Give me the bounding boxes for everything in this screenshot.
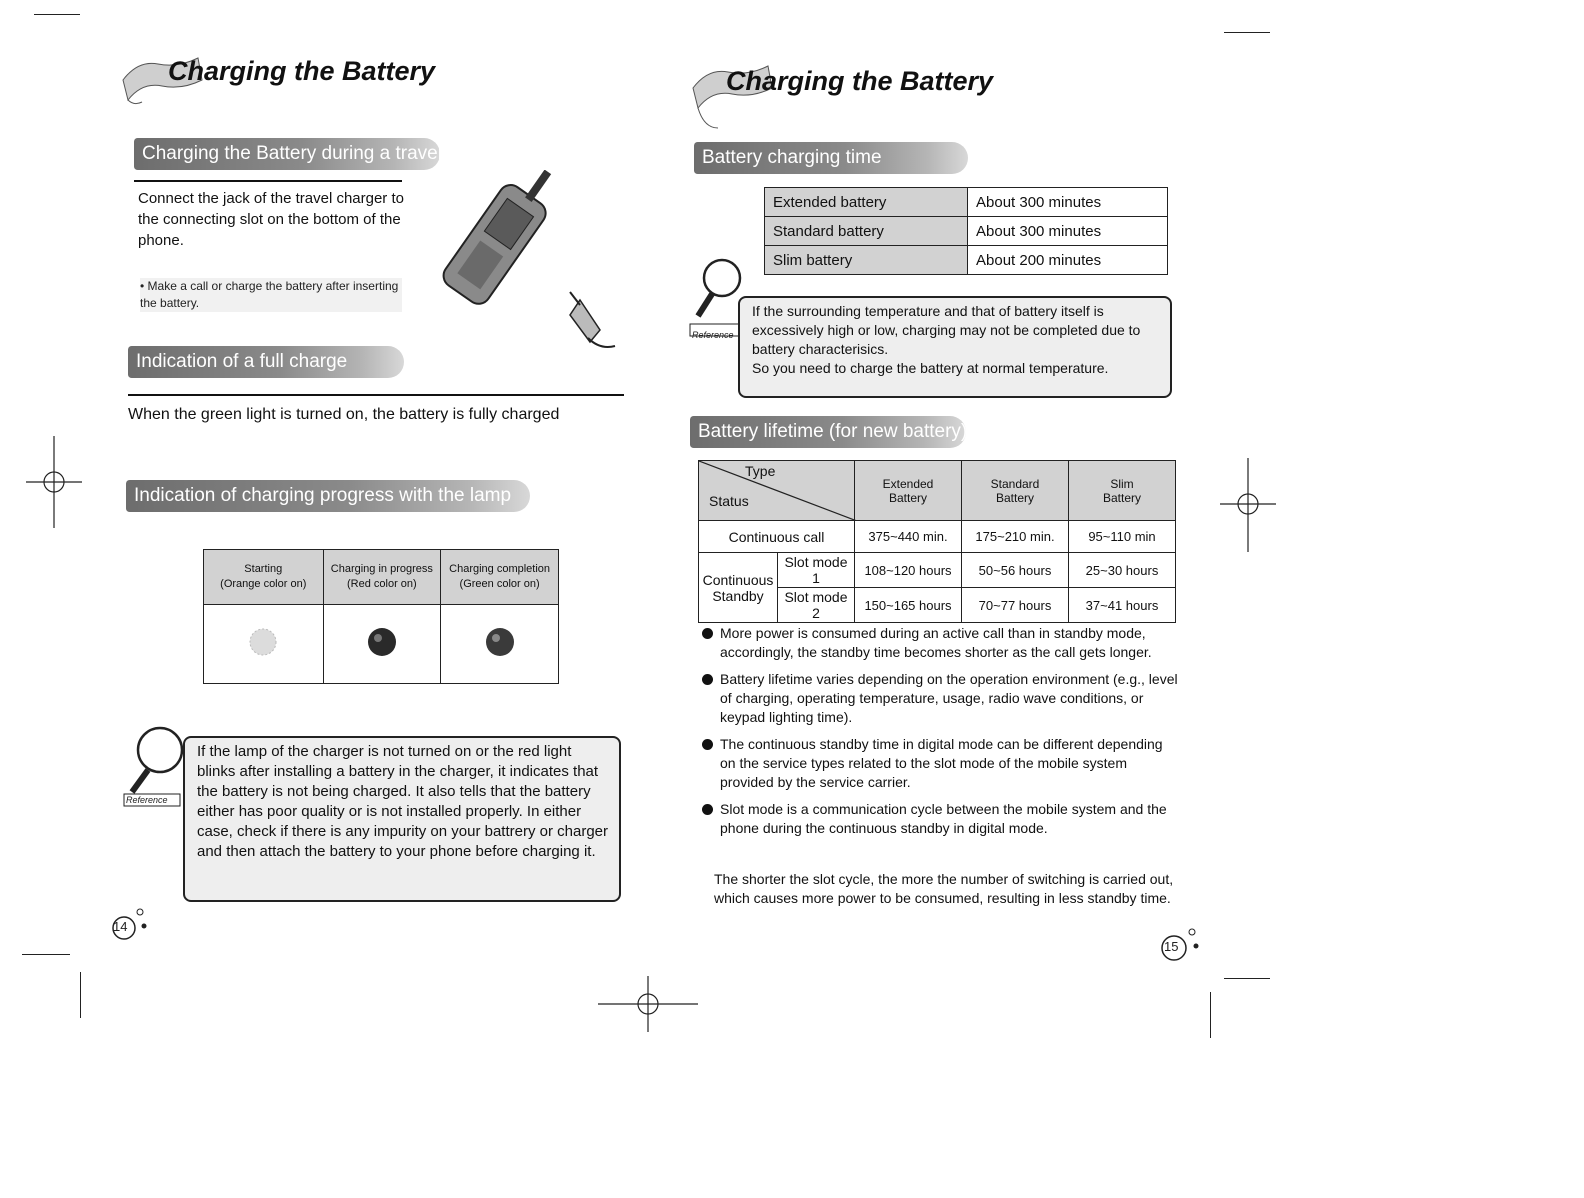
lamp-section-banner: Indication of charging progress with the lamp: [126, 480, 530, 512]
header-status-label: Status: [709, 493, 749, 509]
travel-instructions: Connect the jack of the travel charger to the connecting slot on the bottom of the phone.: [138, 190, 404, 249]
header-line: Battery: [995, 490, 1034, 505]
page-number-ornament-icon: [104, 904, 152, 944]
slot2-extended: 150~165 hours: [855, 588, 962, 623]
lifetime-section-banner: Battery lifetime (for new battery): [690, 416, 966, 448]
left-page-title: Charging the Battery: [168, 56, 436, 86]
lamp-cell: [204, 605, 324, 684]
slot1-slim: 25~30 hours: [1069, 553, 1176, 588]
bullet-text: Battery lifetime varies depending on the operation environment (e.g., level of charging, operating temperature, usage, radio wave conditions, or keypad lighting time).: [720, 671, 1178, 725]
reference-label: Reference: [126, 795, 168, 805]
full-charge-banner-rule: [128, 394, 624, 396]
crop-mark: [1210, 992, 1211, 1038]
continuous-standby-label: [699, 553, 778, 623]
bullet-icon: [702, 804, 713, 815]
left-page-number: 14: [113, 919, 128, 934]
call-standard: 175~210 min.: [962, 521, 1069, 553]
header-line: Standard: [990, 476, 1040, 491]
slot-cycle-closing-text: The shorter the slot cycle, the more the number of switching is carried out, which causes more power to be consumed, resulting in less standby time.: [714, 871, 1174, 906]
charging-time-section-banner: Battery charging time: [694, 142, 968, 174]
list-item: [702, 735, 1182, 792]
charge-duration-cell: About 300 minutes: [968, 217, 1168, 246]
slot1-standard: 50~56 hours: [962, 553, 1069, 588]
lamp-header-starting: [204, 550, 324, 605]
header-line: Slim: [1110, 476, 1134, 491]
charging-time-row: [765, 217, 1168, 246]
crop-mark: [1224, 32, 1270, 33]
list-item: [702, 670, 1182, 727]
right-reference-text-2: So you need to charge the battery at normal temperature.: [752, 360, 1109, 376]
slot2-slim: 37~41 hours: [1069, 588, 1176, 623]
bullet-text: Slot mode is a communication cycle between the mobile system and the phone during the continuous standby in digital mode.: [720, 801, 1167, 836]
lamp-cell: [441, 605, 559, 684]
battery-type-cell: Extended battery: [765, 188, 968, 217]
lamp-green-icon: [485, 627, 515, 657]
registration-crosshair-icon: [1220, 458, 1276, 554]
continuous-call-label: Continuous call: [699, 521, 855, 553]
bullet-icon: [702, 739, 713, 750]
charging-time-row: [765, 188, 1168, 217]
lamp-cell: [323, 605, 441, 684]
lamp-red-icon: [367, 627, 397, 657]
reference-label: Reference: [692, 330, 734, 340]
lamp-header-completion: [441, 550, 559, 605]
header-line: Battery: [888, 490, 927, 505]
lamp-table-lamp-row: [204, 605, 559, 684]
page-number-ornament-icon: [1154, 924, 1204, 970]
header-standard: [962, 461, 1069, 521]
travel-note: • Make a call or charge the battery after inserting the battery.: [140, 278, 402, 312]
right-reference-box: [738, 296, 1172, 398]
header-type-label: Type: [745, 463, 776, 479]
list-item: [702, 624, 1182, 662]
travel-section-banner: Charging the Battery during a travel: [134, 138, 440, 170]
standby-line: Continuous: [702, 571, 774, 588]
header-line: Extended: [882, 476, 934, 491]
bullet-icon: [702, 674, 713, 685]
charge-duration-cell: About 300 minutes: [968, 188, 1168, 217]
slot-mode-1-row: [699, 553, 1176, 588]
header-line: Battery: [1102, 490, 1141, 505]
slot-mode-2-label: Slot mode 2: [778, 588, 855, 623]
charging-time-row: [765, 246, 1168, 275]
standby-line: Standby: [712, 587, 764, 604]
diagonal-divider: [699, 461, 857, 521]
call-slim: 95~110 min: [1069, 521, 1176, 553]
bullet-icon: [702, 628, 713, 639]
crop-mark: [1224, 978, 1270, 979]
lamp-header-label: Charging in progress: [330, 563, 433, 575]
lamp-header-color: (Orange color on): [220, 578, 307, 590]
phone-with-charger-illustration: [430, 170, 630, 350]
slot2-standard: 70~77 hours: [962, 588, 1069, 623]
continuous-call-row: [699, 521, 1176, 553]
bullet-text: The continuous standby time in digital mode can be different depending on the service types related to the slot mode of the mobile system provided by the service carrier.: [720, 736, 1163, 790]
lamp-header-color: (Red color on): [347, 578, 417, 590]
call-extended: 375~440 min.: [855, 521, 962, 553]
travel-banner-rule: [134, 180, 402, 182]
crop-mark: [80, 972, 81, 1018]
bullet-text: More power is consumed during an active call than in standby mode, accordingly, the standby time becomes shorter as the call gets longer.: [720, 625, 1152, 660]
lamp-header-color: (Green color on): [459, 578, 540, 590]
lamp-header-in-progress: [323, 550, 441, 605]
type-status-header: [699, 461, 855, 521]
registration-crosshair-icon: [598, 976, 698, 1032]
slot1-extended: 108~120 hours: [855, 553, 962, 588]
left-reference-text: If the lamp of the charger is not turned on or the red light blinks after installing a battery in the charger, it indicates that the battery is not being charged. It also tells that the battery either has poor quality or is not installed properly. In either case, check if there is any impurity on your battrery or charger and then attach the battery to your phone before charging it.: [197, 743, 609, 860]
right-page-title: Charging the Battery: [726, 66, 994, 96]
full-charge-text: When the green light is turned on, the battery is fully charged: [128, 406, 560, 423]
left-reference-box: [183, 736, 621, 902]
charging-time-table: [764, 187, 1168, 275]
registration-crosshair-icon: [26, 436, 82, 532]
lamp-table-header-row: [204, 550, 559, 605]
lamp-indication-table: [203, 549, 559, 684]
header-extended: [855, 461, 962, 521]
list-item: [702, 800, 1182, 838]
header-slim: [1069, 461, 1176, 521]
battery-type-cell: Standard battery: [765, 217, 968, 246]
right-reference-text: If the surrounding temperature and that of battery itself is excessively high or low, charging may not be completed due to battery characterisics.: [752, 303, 1141, 357]
crop-mark: [34, 14, 80, 15]
charge-duration-cell: About 200 minutes: [968, 246, 1168, 275]
slot-mode-1-label: Slot mode 1: [778, 553, 855, 588]
right-page-number: 15: [1164, 939, 1179, 954]
full-charge-section-banner: Indication of a full charge: [128, 346, 404, 378]
lifetime-header-row: [699, 461, 1176, 521]
battery-type-cell: Slim battery: [765, 246, 968, 275]
lamp-header-label: Starting: [244, 563, 283, 575]
lamp-header-label: Charging completion: [449, 563, 551, 575]
lamp-orange-icon: [248, 627, 278, 657]
battery-lifetime-table: [698, 460, 1176, 623]
crop-mark: [22, 954, 70, 955]
lifetime-notes-list: [702, 624, 1182, 838]
